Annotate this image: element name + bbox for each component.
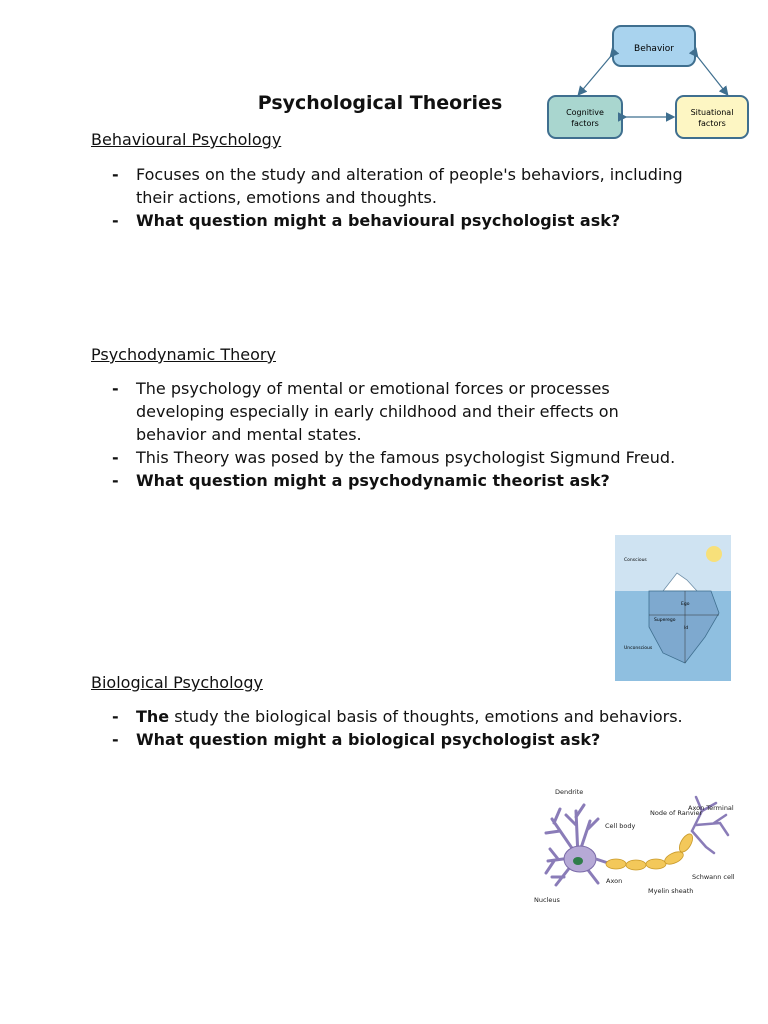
cognitive-factors-box: [548, 96, 622, 138]
list-item: [112, 705, 692, 728]
list-item: - What question might a biological psychologist ask?: [112, 728, 692, 751]
list-item: - The psychology of mental or emotional forces or processes developing especially in early childhood and their effects on behavior and mental states.: [112, 377, 692, 446]
label-dendrite: Dendrite: [555, 788, 584, 796]
behavior-triad-diagram: [545, 22, 755, 144]
behavior-label: Behavior: [634, 44, 674, 54]
iceberg-label-unconscious: Unconscious: [624, 646, 653, 651]
list-item: - What question might a psychodynamic theorist ask?: [112, 469, 692, 492]
iceberg-label-id: Id: [684, 626, 689, 631]
heading-psychodynamic-theory: Psychodynamic Theory: [91, 345, 276, 364]
label-nucleus: Nucleus: [534, 896, 560, 904]
cognitive-label-2: factors: [571, 119, 599, 128]
label-cell-body: Cell body: [605, 822, 636, 830]
dendrites: [546, 805, 598, 885]
label-axon: Axon: [606, 877, 623, 885]
page-title: Psychological Theories: [257, 92, 503, 114]
sun-icon: [706, 546, 722, 562]
label-axon-terminal: Axon Terminal: [688, 804, 734, 812]
list-item: - This Theory was posed by the famous psychologist Sigmund Freud.: [112, 446, 692, 469]
label-schwann-cell: Schwann cell: [692, 873, 735, 881]
behavioural-bullets: [112, 163, 692, 232]
list-item: - Focuses on the study and alteration of people's behaviors, including their actions, emotions and thoughts.: [112, 163, 692, 209]
iceberg-label-ego: Ego: [681, 602, 690, 607]
label-myelin-sheath: Myelin sheath: [648, 887, 694, 895]
iceberg-diagram: [615, 535, 731, 681]
nucleus: [573, 857, 583, 865]
heading-behavioural-psychology: Behavioural Psychology: [91, 130, 282, 149]
arrow-top-left: [579, 56, 611, 94]
arrow-top-right: [697, 56, 727, 94]
situational-label-2: factors: [698, 119, 726, 128]
bullet-lead-word: The: [136, 707, 170, 726]
list-item: - What question might a behavioural psychologist ask?: [112, 209, 692, 232]
heading-biological-psychology: Biological Psychology: [91, 673, 263, 692]
biological-bullets: [112, 705, 692, 751]
situational-factors-box: [676, 96, 748, 138]
myelin-sheath: [606, 832, 695, 870]
bullet-rest: study the biological basis of thoughts, emotions and behaviors.: [169, 707, 683, 726]
situational-label-1: Situational: [690, 108, 734, 117]
label-node-of-ranvier: Node of Ranvier: [650, 809, 703, 817]
neuron-diagram: [530, 785, 750, 907]
psychodynamic-bullets: [112, 377, 692, 492]
cognitive-label-1: Cognitive: [566, 108, 604, 117]
iceberg-label-conscious: Conscious: [624, 558, 647, 563]
iceberg-label-superego: Superego: [654, 618, 676, 623]
